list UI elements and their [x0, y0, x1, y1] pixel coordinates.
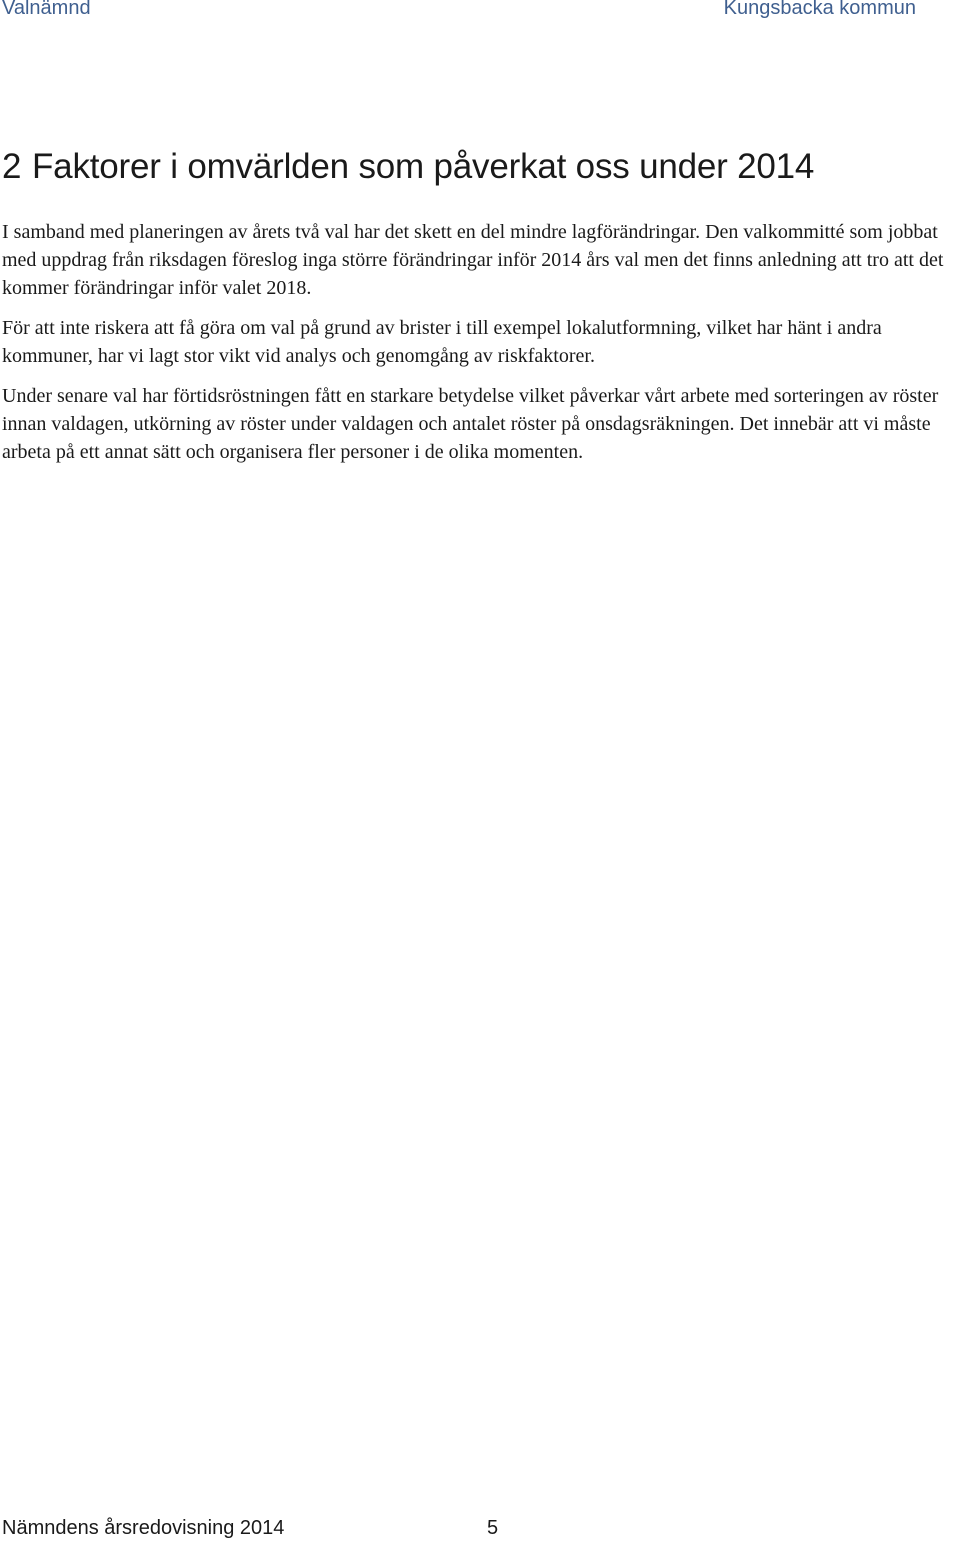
footer-title: Nämndens årsredovisning 2014 [2, 1517, 285, 1539]
running-header-right: Kungsbacka kommun [723, 0, 916, 19]
body-text [2, 218, 960, 478]
paragraph: För att inte riskera att få göra om val på grund av brister i till exempel lokalutformning, vilket har hänt i andra kommuner, har vi lagt stor vikt vid analys och genomgång av riskfaktorer. [2, 317, 882, 367]
section-heading [2, 147, 960, 187]
paragraph: I samband med planeringen av årets två val har det skett en del mindre lagförändringar. Den valkommitté som jobbat med uppdrag från riksdagen föreslog inga större förändringar inför 2014 års val men det finns anledning att tro att det kommer förändringar inför valet 2018. [2, 221, 944, 299]
section-title: Faktorer i omvärlden som påverkat oss under 2014 [32, 147, 815, 186]
paragraph: Under senare val har förtidsröstningen fått en starkare betydelse vilket påverkar vårt arbete med sorteringen av röster innan valdagen, utkörning av röster under valdagen och antalet röster på onsdagsräkningen. Det innebär att vi måste arbeta på ett annat sätt och organisera fler personer i de olika momenten. [2, 385, 939, 463]
page-number: 5 [487, 1517, 499, 1539]
section-number: 2 [2, 147, 22, 186]
running-header-left: Valnämnd [2, 0, 91, 19]
